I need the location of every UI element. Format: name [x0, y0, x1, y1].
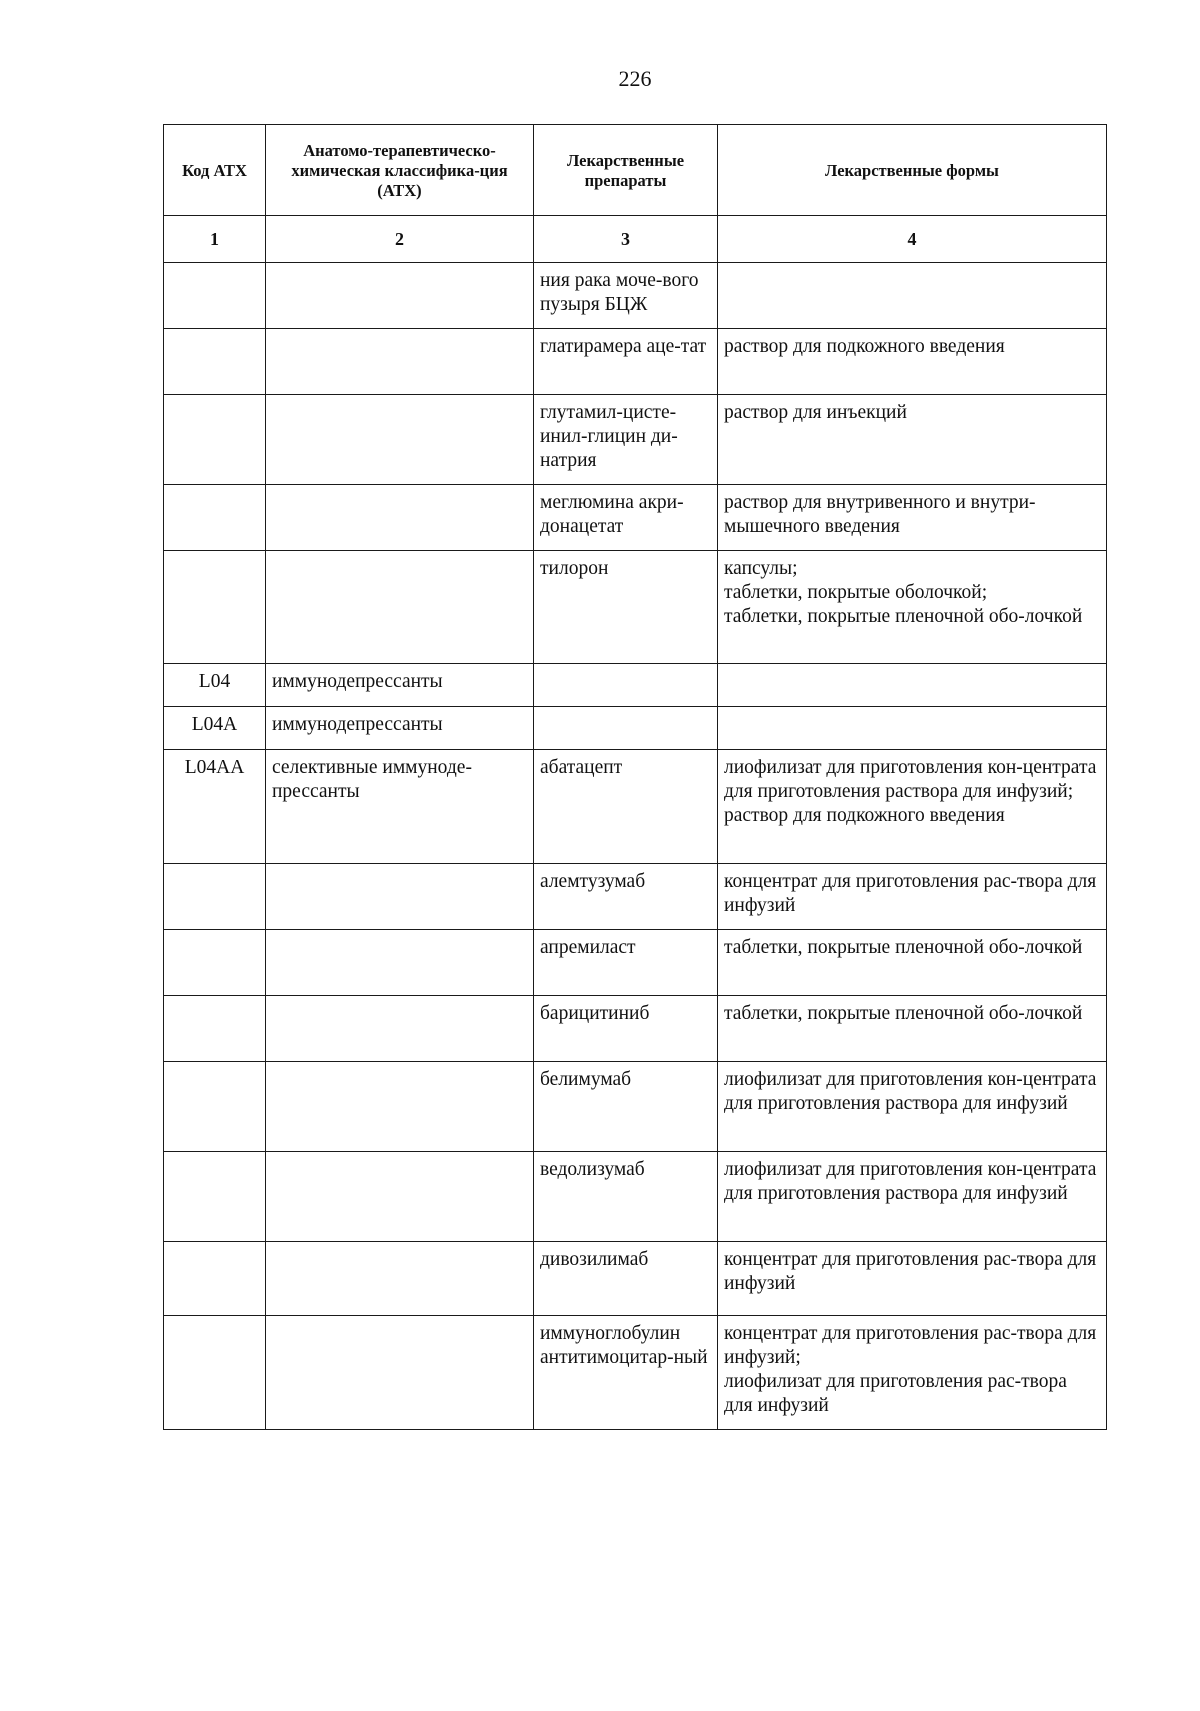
table-row: [164, 664, 1107, 707]
atc-code-cell: [164, 1062, 266, 1152]
dosage-forms-cell: [718, 996, 1107, 1062]
table-row: [164, 996, 1107, 1062]
dosage-forms-cell: [718, 485, 1107, 551]
table-row: [164, 1316, 1107, 1430]
atc-code-cell: [164, 1242, 266, 1316]
table-row: [164, 750, 1107, 864]
dosage-form-line: концентрат для приготовления рас-твора для инфузий;: [724, 1323, 1097, 1368]
atc-code-cell: [164, 1152, 266, 1242]
dosage-forms-cell: [718, 664, 1107, 707]
table-row: [164, 930, 1107, 996]
drug-name-cell: меглюмина акри-донацетат: [534, 485, 718, 551]
drug-name-cell: [534, 664, 718, 707]
atc-classification-cell: [266, 930, 534, 996]
table-row: [164, 551, 1107, 664]
header-atc-classification: Анатомо-терапевтическо-химическая классифика-ция (АТХ): [266, 125, 534, 216]
dosage-form-line: концентрат для приготовления рас-твора для инфузий: [724, 1249, 1097, 1294]
dosage-form-line: лиофилизат для приготовления рас-твора для инфузий: [724, 1371, 1067, 1416]
dosage-forms-cell: [718, 1152, 1107, 1242]
dosage-form-line: лиофилизат для приготовления кон-центрата для приготовления раствора для инфузий: [724, 1159, 1097, 1204]
atc-classification-cell: [266, 996, 534, 1062]
atc-classification-cell: [266, 485, 534, 551]
atc-classification-cell: [266, 263, 534, 329]
dosage-forms-cell: [718, 1242, 1107, 1316]
drug-name-cell: барицитиниб: [534, 996, 718, 1062]
atc-classification-cell: [266, 329, 534, 395]
table-row: [164, 707, 1107, 750]
atc-classification-cell: [266, 1152, 534, 1242]
atc-classification-cell: иммунодепрессанты: [266, 707, 534, 750]
table-row: [164, 864, 1107, 930]
dosage-form-line: раствор для инъекций: [724, 402, 907, 423]
dosage-forms-cell: [718, 1316, 1107, 1430]
dosage-form-line: раствор для подкожного введения: [724, 336, 1005, 357]
drug-name-cell: [534, 707, 718, 750]
atc-code-cell: [164, 263, 266, 329]
atc-classification-cell: [266, 864, 534, 930]
dosage-form-line: таблетки, покрытые оболочкой;: [724, 582, 988, 603]
atc-classification-cell: [266, 551, 534, 664]
atc-classification-cell: иммунодепрессанты: [266, 664, 534, 707]
dosage-forms-cell: [718, 750, 1107, 864]
atc-code-cell: [164, 1316, 266, 1430]
atc-code-cell: [164, 395, 266, 485]
atc-code-cell: [164, 485, 266, 551]
drug-name-cell: ведолизумаб: [534, 1152, 718, 1242]
dosage-form-line: лиофилизат для приготовления кон-центрата для приготовления раствора для инфузий: [724, 1069, 1097, 1114]
atc-classification-cell: [266, 1242, 534, 1316]
page-number: 226: [618, 66, 652, 91]
table-header-row: [164, 125, 1107, 216]
dosage-forms-cell: [718, 263, 1107, 329]
atc-code-cell: L04A: [164, 707, 266, 750]
header-dosage-forms: Лекарственные формы: [718, 125, 1107, 216]
dosage-form-line: концентрат для приготовления рас-твора для инфузий: [724, 871, 1097, 916]
atc-classification-cell: [266, 1316, 534, 1430]
atc-code-cell: [164, 864, 266, 930]
drug-name-cell: алемтузумаб: [534, 864, 718, 930]
drug-name-cell: апремиласт: [534, 930, 718, 996]
table-row: [164, 1242, 1107, 1316]
dosage-form-line: таблетки, покрытые пленочной обо-лочкой: [724, 937, 1083, 958]
drug-name-cell: глутамил-цисте-инил-глицин ди-натрия: [534, 395, 718, 485]
column-number-row: [164, 216, 1107, 263]
dosage-form-line: раствор для подкожного введения: [724, 805, 1005, 826]
drug-name-cell: иммуноглобулин антитимоцитар-ный: [534, 1316, 718, 1430]
drug-name-cell: глатирамера аце-тат: [534, 329, 718, 395]
atc-code-cell: L04AA: [164, 750, 266, 864]
atc-code-cell: [164, 996, 266, 1062]
dosage-form-line: таблетки, покрытые пленочной обо-лочкой: [724, 1003, 1083, 1024]
column-number: 1: [164, 216, 266, 263]
dosage-forms-cell: [718, 707, 1107, 750]
atc-classification-cell: [266, 395, 534, 485]
drug-name-cell: тилорон: [534, 551, 718, 664]
dosage-forms-cell: [718, 329, 1107, 395]
table-row: [164, 1062, 1107, 1152]
atc-classification-cell: селективные иммуноде-прессанты: [266, 750, 534, 864]
dosage-forms-cell: [718, 395, 1107, 485]
drug-name-cell: абатацепт: [534, 750, 718, 864]
atc-code-cell: [164, 551, 266, 664]
dosage-forms-cell: [718, 1062, 1107, 1152]
table-row: [164, 1152, 1107, 1242]
dosage-form-line: таблетки, покрытые пленочной обо-лочкой: [724, 606, 1083, 627]
header-atc-code: Код АТХ: [164, 125, 266, 216]
column-number: 2: [266, 216, 534, 263]
dosage-forms-cell: [718, 864, 1107, 930]
dosage-forms-cell: [718, 551, 1107, 664]
atc-code-cell: [164, 930, 266, 996]
dosage-form-line: капсулы;: [724, 558, 798, 579]
column-number: 4: [718, 216, 1107, 263]
table-row: [164, 329, 1107, 395]
drug-name-cell: ния рака моче-вого пузыря БЦЖ: [534, 263, 718, 329]
atc-code-cell: [164, 329, 266, 395]
atc-drug-table: [163, 124, 1107, 1430]
table-row: [164, 395, 1107, 485]
column-number: 3: [534, 216, 718, 263]
table-row: [164, 263, 1107, 329]
dosage-form-line: раствор для внутривенного и внутри-мышечного введения: [724, 492, 1036, 537]
table-body: [164, 263, 1107, 1430]
drug-name-cell: дивозилимаб: [534, 1242, 718, 1316]
atc-code-cell: L04: [164, 664, 266, 707]
drug-name-cell: белимумаб: [534, 1062, 718, 1152]
dosage-forms-cell: [718, 930, 1107, 996]
header-drugs: Лекарственные препараты: [534, 125, 718, 216]
dosage-form-line: лиофилизат для приготовления кон-центрата для приготовления раствора для инфузий;: [724, 757, 1097, 802]
table-row: [164, 485, 1107, 551]
atc-classification-cell: [266, 1062, 534, 1152]
